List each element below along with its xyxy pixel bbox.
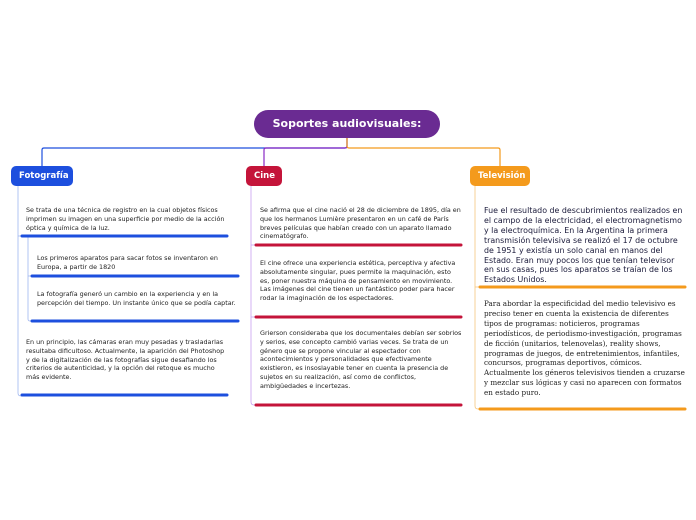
connector-root-television — [347, 138, 500, 166]
branch-cine[interactable]: Cine — [246, 166, 282, 186]
root-topic[interactable]: Soportes audiovisuales: — [254, 110, 440, 138]
cine-note-2[interactable]: El cine ofrece una experiencia estética, perceptiva y afectiva absolutamente singular, pues permite la maquinación, esto es, poner nuestra máquina de pensamiento en movimiento. Las imágenes del cine tienen un fantástico poder para hacer rodar la imaginación de los espectadores. — [260, 259, 456, 303]
fotografia-note-4[interactable]: En un principio, las cámaras eran muy pesadas y trasladarlas resultaba dificultoso. Actualmente, la aparición del Photoshop y de la digitalización de las fotografías sigue desafiando los criterios de autenticidad, y la opción del retoque es mucho más evidente. — [26, 338, 225, 382]
connector-root-fotografia — [42, 138, 347, 166]
cine-note-1[interactable]: Se afirma que el cine nació el 28 de diciembre de 1895, día en que los hermanos Lumière presentaron en un café de París breves películas que habían creado con un aparato llamado cinematógrafo. — [260, 206, 461, 241]
cine-note-3[interactable]: Grierson consideraba que los documentales debían ser sobrios y serios, ese concepto cambió varias veces. Se trata de un género que se propone vincular al espectador con acontecimientos y personalidades que efectivamente existieron, es insoslayable tener en cuenta la presencia de sujetos en su realización, así como de conflictos, ambigüedades e incertezas. — [260, 329, 462, 390]
branch-television[interactable]: Televisión — [470, 166, 530, 186]
television-note-1[interactable]: Fue el resultado de descubrimientos realizados en el campo de la electricidad, el electromagnetismo y la electroquímica. En la Argentina la primera transmisión televisiva se realizó el 17 de octubre de 1951 y existía un solo canal en manos del Estado. Eran muy pocos los que tenían televisor en sus casas, pues los aparatos se traían de los Estados Unidos. — [484, 206, 683, 285]
fotografia-note-3[interactable]: La fotografía generó un cambio en la experiencia y en la percepción del tiempo. Un instante único que se podía captar. — [37, 290, 236, 307]
connector-television-trunk — [475, 186, 480, 409]
branch-fotografia[interactable]: Fotografía — [11, 166, 73, 186]
fotografia-note-2[interactable]: Los primeros aparatos para sacar fotos se inventaron en Europa, a partir de 1820 — [37, 254, 218, 271]
connector-root-cine — [264, 138, 347, 166]
fotografia-note-1[interactable]: Se trata de una técnica de registro en la cual objetos físicos imprimen su imagen en una superficie por medio de la acción óptica y química de la luz. — [26, 206, 225, 232]
connector-cine-trunk — [251, 186, 256, 405]
television-note-2[interactable]: Para abordar la especificidad del medio televisivo es preciso tener en cuenta la existencia de diferentes tipos de programas: noticieros, programas periodísticos, de periodismo-investigación, programas de ficción (unitarios, telenovelas), reality shows, programas de juegos, de entretenimientos, infantiles, concursos, programas deportivos, cómicos. Actualmente los géneros televisivos tienden a cruzarse y mezclar sus lógicas y casi no aparecen con formatos en estado puro. — [484, 299, 685, 398]
connector-fotografia-sub — [28, 237, 32, 321]
